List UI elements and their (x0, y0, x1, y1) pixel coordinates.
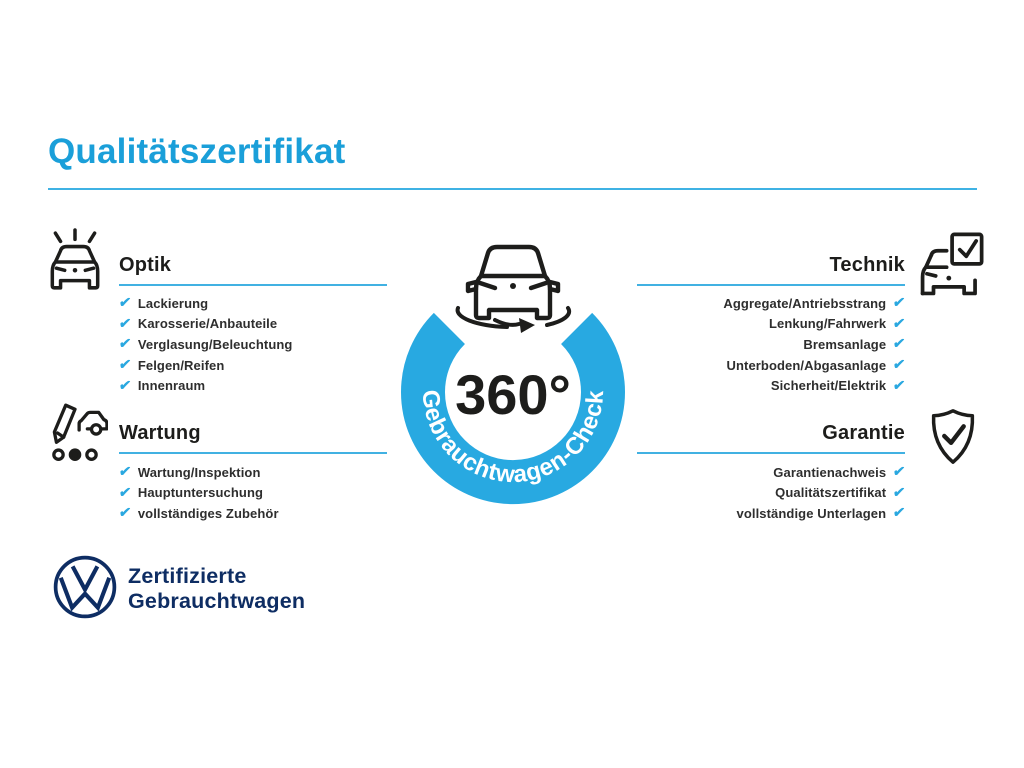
vw-logo (52, 554, 118, 620)
checklist-item-label: Aggregate/Antriebsstrang (723, 295, 887, 311)
checklist-item-label: Felgen/Reifen (137, 357, 225, 373)
footer-claim-line2: Gebrauchtwagen (128, 589, 306, 613)
check-icon (118, 357, 132, 371)
check-icon (118, 336, 132, 350)
checklist-item (119, 375, 419, 396)
checklist-item-label: Unterboden/Abgasanlage (726, 357, 887, 373)
checklist-item-label: Verglasung/Beleuchtung (137, 336, 293, 352)
checklist-item-label: Karosserie/Anbauteile (137, 316, 278, 332)
checklist-item (119, 503, 419, 524)
checklist-item-label: Lackierung (137, 295, 209, 311)
checklist-item-label: Sicherheit/Elektrik (770, 378, 887, 394)
check-icon (118, 505, 132, 519)
checklist-item-label: Qualitätszertifikat (775, 485, 887, 501)
check-icon (892, 295, 906, 309)
check-icon (892, 336, 906, 350)
checklist-item (119, 334, 419, 355)
checklist-item (119, 462, 419, 483)
center-360-badge (375, 225, 655, 525)
check-icon (892, 505, 906, 519)
checklist-item (119, 355, 419, 376)
section-title-technik: Technik (829, 254, 905, 276)
check-icon (892, 485, 906, 499)
badge-ring-label: Gebrauchtwagen-Check (416, 388, 610, 489)
checklist-wartung (119, 462, 419, 524)
check-icon (892, 378, 906, 392)
footer-claim (128, 564, 305, 614)
checklist-optik (119, 293, 419, 396)
check-icon (118, 485, 132, 499)
checklist-item-label: Wartung/Inspektion (137, 464, 261, 480)
checklist-item-label: Bremsanlage (803, 336, 887, 352)
checklist-item-label: Garantienachweis (773, 464, 887, 480)
title-divider (48, 188, 977, 190)
section-title-wartung: Wartung (119, 422, 201, 444)
checklist-item-label: vollständiges Zubehör (137, 505, 279, 521)
check-icon (118, 464, 132, 478)
check-icon (118, 378, 132, 392)
section-rule-garantie (637, 452, 905, 454)
check-icon (118, 316, 132, 330)
check-icon (892, 464, 906, 478)
check-icon (892, 316, 906, 330)
check-icon (892, 357, 906, 371)
section-rule-technik (637, 284, 905, 286)
checklist-item-label: vollständige Unterlagen (736, 505, 887, 521)
checklist-item-label: Innenraum (137, 378, 206, 394)
footer-claim-line1: Zertifizierte (128, 564, 247, 588)
checklist-item-label: Lenkung/Fahrwerk (768, 316, 887, 332)
checklist-item (119, 293, 419, 314)
car-shine-icon (42, 228, 108, 294)
section-rule-optik (119, 284, 387, 286)
checklist-item (119, 483, 419, 504)
section-title-optik: Optik (119, 254, 172, 276)
checklist-item-label: Hauptuntersuchung (137, 485, 264, 501)
section-rule-wartung (119, 452, 387, 454)
check-icon (118, 295, 132, 309)
section-title-garantie: Garantie (822, 422, 905, 444)
page-title: Qualitätszertifikat (48, 132, 346, 171)
rotating-car-icon (458, 247, 570, 333)
shield-check-icon (922, 404, 984, 470)
car-checkbox-icon (916, 232, 986, 298)
inspection-pencil-car-icon (42, 400, 108, 464)
checklist-item (119, 314, 419, 335)
badge-degree-label: 360° (455, 363, 571, 426)
